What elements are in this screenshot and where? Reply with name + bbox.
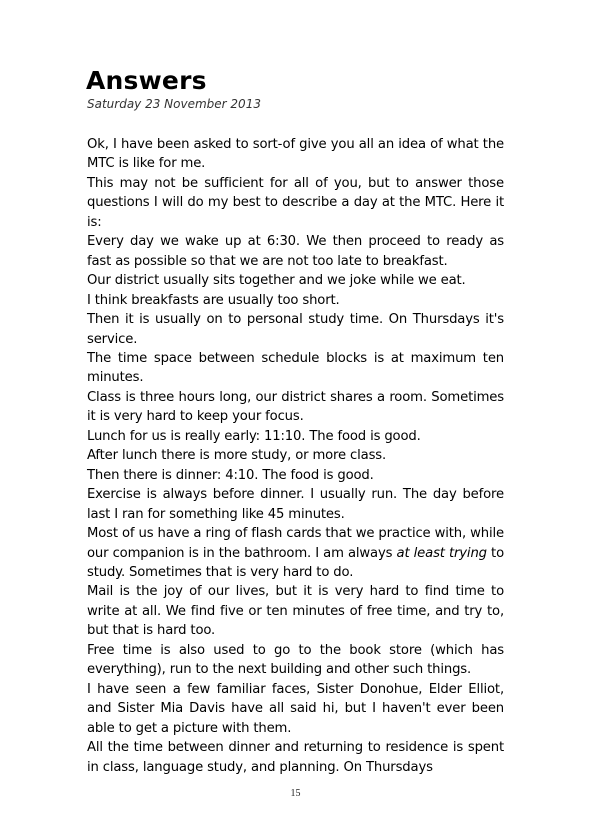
paragraph-text: to study. Sometimes that is very hard to do. (87, 545, 504, 580)
paragraph: Our district usually sits together and we joke while we eat. (87, 273, 466, 289)
flash-cards-paragraph (87, 524, 504, 582)
paragraph: Class is three hours long, our district shares a room. Sometimes it is very hard to keep your focus. (87, 389, 504, 425)
paragraph: Mail is the joy of our lives, but it is very hard to find time to write at all. We find five or ten minutes of free time, and try to, but that is hard too. (87, 584, 504, 639)
paragraph: The time space between schedule blocks is at maximum ten minutes. (87, 350, 504, 386)
paragraph: Then there is dinner: 4:10. The food is good. (87, 467, 374, 483)
paragraph: I have seen a few familiar faces, Sister Donohue, Elder Elliot, and Sister Mia Davis have all said hi, but I haven't ever been able to get a picture with them. (87, 681, 504, 736)
page-number: 15 (290, 788, 301, 799)
paragraph: This may not be sufficient for all of you, but to answer those questions I will do my best to describe a day at the MTC. Here it is: (87, 175, 504, 230)
paragraph: Every day we wake up at 6:30. We then proceed to ready as fast as possible so that we are not too late to breakfast. (87, 234, 504, 269)
paragraph: All the time between dinner and returning to residence is spent in class, language study, and planning. On Thursdays (87, 740, 504, 775)
paragraph: Free time is also used to go to the book store (which has everything), run to the next building and other such things. (87, 642, 504, 678)
paragraph: Exercise is always before dinner. I usually run. The day before last I ran for something like 45 minutes. (87, 487, 504, 522)
paragraph-text: Most of us have a ring of flash cards that we practice with, while our companion is in the bathroom. I am always (87, 526, 504, 561)
paragraph: Then it is usually on to personal study time. On Thursdays it's service. (87, 312, 504, 347)
body-text (87, 135, 504, 777)
emphasized-text: at least trying (396, 545, 487, 561)
post-date: Saturday 23 November 2013 (87, 97, 261, 111)
paragraph: Lunch for us is really early: 11:10. The food is good. (87, 428, 421, 444)
page-title: Answers (86, 66, 207, 95)
paragraph: After lunch there is more study, or more class. (87, 448, 387, 464)
paragraph: Ok, I have been asked to sort-of give you all an idea of what the MTC is like for me. (87, 137, 504, 172)
paragraph: I think breakfasts are usually too short. (87, 292, 340, 308)
